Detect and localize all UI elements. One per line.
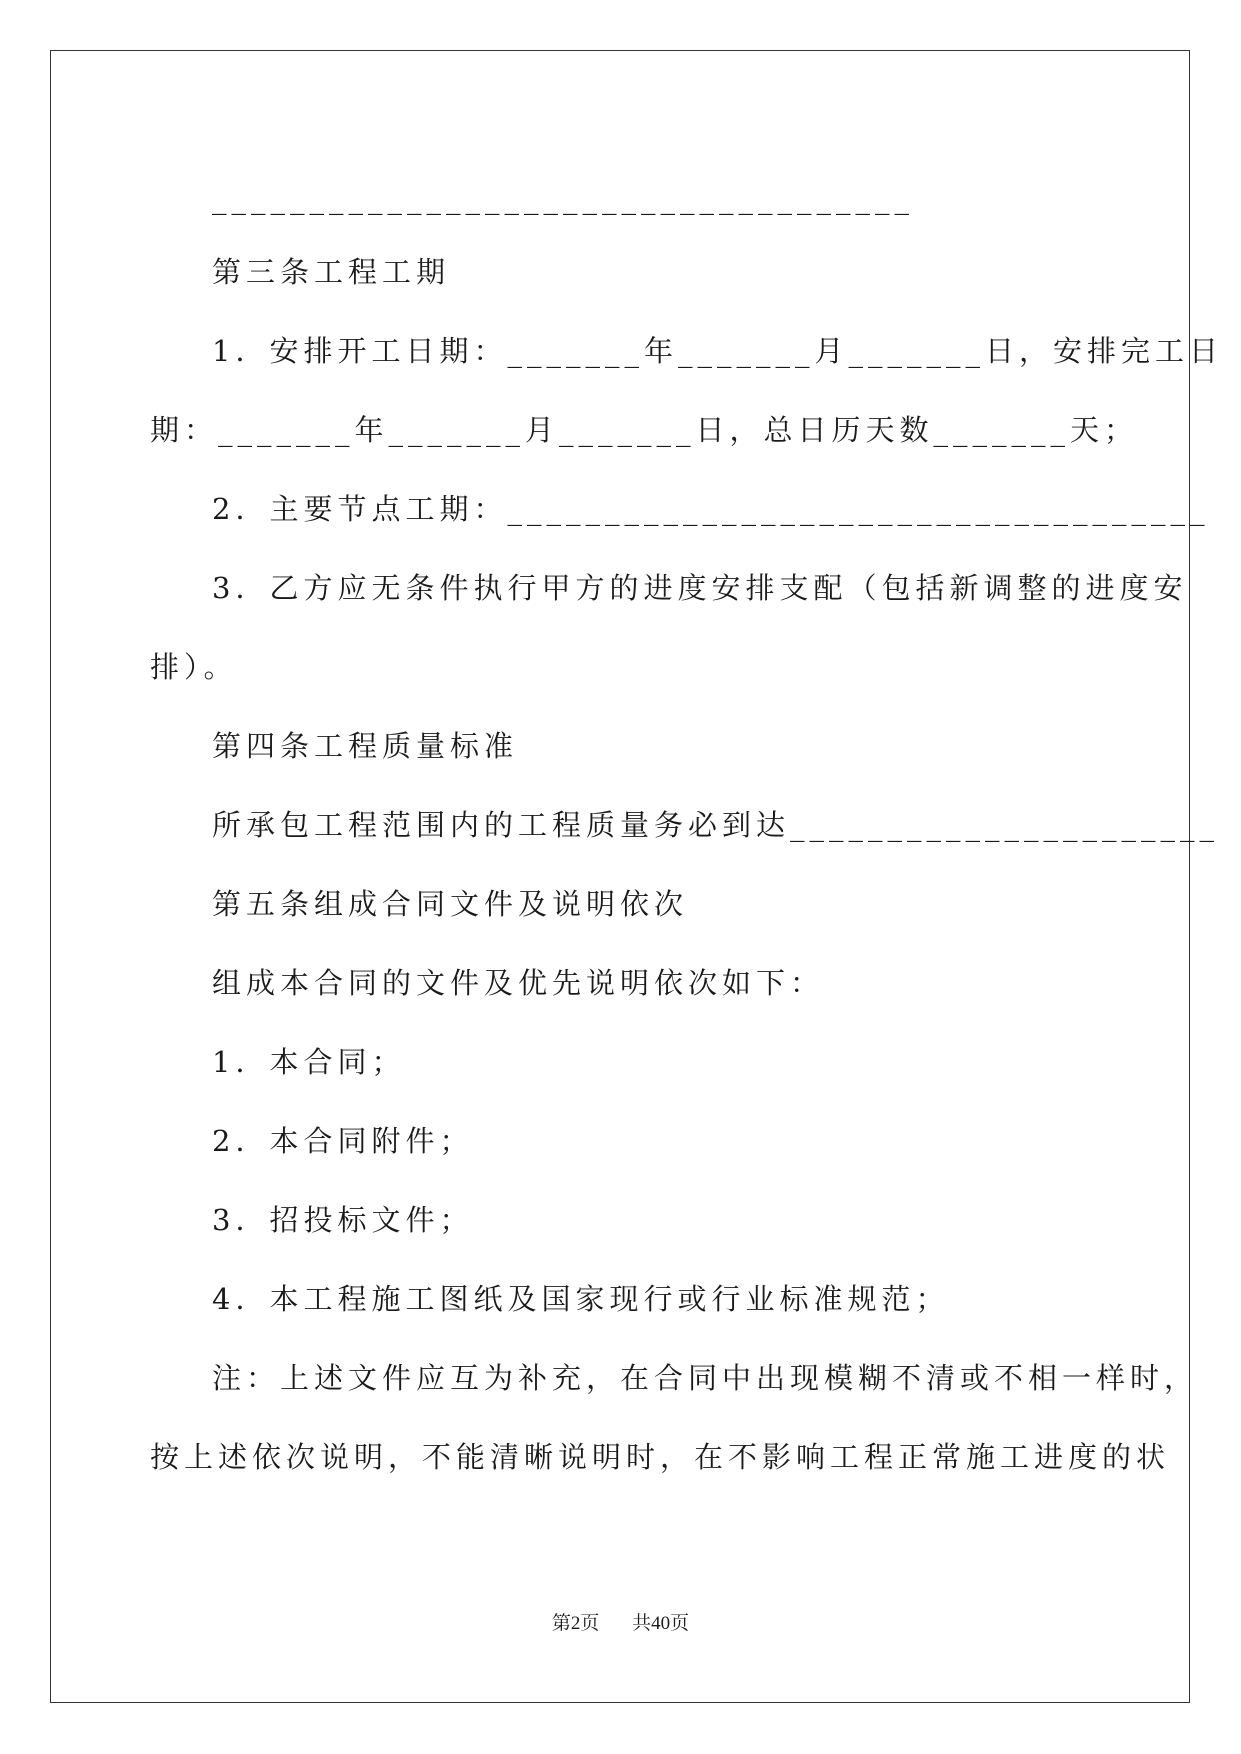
blank-underline: ____________________________________ (212, 181, 914, 215)
list-item: 3．招投标文件； (212, 1203, 474, 1237)
list-item: 1．本合同； (212, 1045, 406, 1079)
page-total: 共40页 (632, 1613, 690, 1634)
page-number: 第2页 (551, 1613, 600, 1634)
list-item: 2．本合同附件； (212, 1124, 474, 1158)
paragraph-line: 2．主要节点工期：____________________________________ (212, 492, 1210, 526)
section-heading-3: 第三条工程工期 (212, 255, 451, 289)
paragraph-line: 所承包工程范围内的工程质量务必到达______________________ (212, 808, 1220, 842)
section-heading-4: 第四条工程质量标准 (212, 729, 519, 763)
paragraph-line: 组成本合同的文件及优先说明依次如下： (212, 966, 825, 1000)
paragraph-line: 按上述依次说明，不能清晰说明时，在不影响工程正常施工进度的状 (150, 1440, 1171, 1474)
list-item: 4．本工程施工图纸及国家现行或行业标准规范； (212, 1282, 950, 1316)
paragraph-line: 排）。 (150, 650, 238, 684)
paragraph-line: 注：上述文件应互为补充，在合同中出现模糊不清或不相一样时， (212, 1361, 1199, 1395)
paragraph-line: 3．乙方应无条件执行甲方的进度安排支配（包括新调整的进度安 (212, 571, 1188, 605)
section-heading-5: 第五条组成合同文件及说明依次 (212, 887, 689, 921)
paragraph-line: 期：_______年_______月_______日，总日历天数_______天； (150, 413, 1139, 447)
paragraph-line: 1．安排开工日期：_______年_______月_______日，安排完工日 (212, 334, 1223, 368)
page-footer (0, 1608, 1241, 1635)
